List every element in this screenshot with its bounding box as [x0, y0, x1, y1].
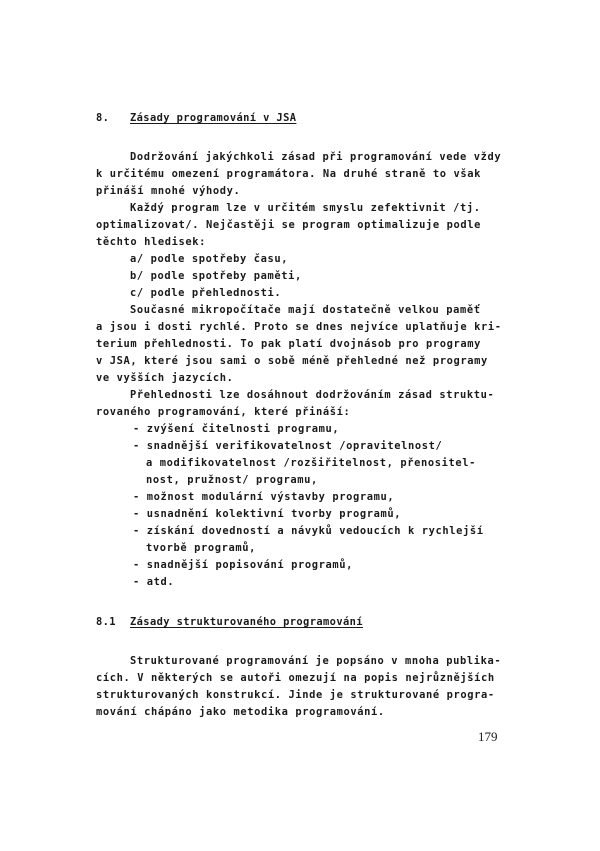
body-line: těchto hledisek:: [96, 236, 207, 248]
list-item: b/ podle spotřeby paměti,: [130, 270, 302, 282]
page-number: 179: [478, 729, 498, 744]
body-line: optimalizovat/. Nejčastěji se program optimalizuje podle: [96, 219, 482, 231]
bullet-continuation: nost, pružnost/ programu,: [146, 474, 318, 486]
bullet-item: - snadnější verifikovatelnost /opravitelnost/: [133, 440, 443, 452]
list-item: c/ podle přehlednosti.: [130, 287, 282, 299]
body-line: terium přehlednosti. To pak platí dvojnásob pro programy: [96, 338, 482, 350]
body-line: přináší mnohé výhody.: [96, 185, 241, 197]
list-item: a/ podle spotřeby času,: [130, 253, 289, 265]
body-line: k určitému omezení programátora. Na druhé straně to však: [96, 168, 482, 180]
body-line: Strukturované programování je popsáno v mnoha publika-: [130, 655, 502, 667]
body-line: Současné mikropočítače mají dostatečně velkou paměť: [130, 304, 481, 316]
section-title: Zásady strukturovaného programování: [130, 616, 363, 628]
body-line: a jsou i dosti rychlé. Proto se dnes nejvíce uplatňuje kri-: [96, 321, 502, 333]
bullet-continuation: tvorbě programů,: [146, 542, 257, 554]
bullet-item: - snadnější popisování programů,: [133, 559, 354, 571]
section-heading-8: [96, 112, 296, 124]
section-number: 8.1: [96, 616, 116, 628]
bullet-item: - zvýšení čitelnosti programu,: [133, 423, 340, 435]
bullet-continuation: a modifikovatelnost /rozšiřitelnost, přenositel-: [146, 457, 477, 469]
bullet-item: - možnost modulární výstavby programu,: [133, 491, 395, 503]
body-line: cích. V některých se autoři omezují na popis nejrůznějších: [96, 672, 495, 684]
body-line: Každý program lze v určitém smyslu zefektivnit /tj.: [130, 202, 481, 214]
bullet-item: - získání dovedností a návyků vedoucích k rychlejší: [133, 525, 484, 537]
body-line: strukturovaných konstrukcí. Jinde je strukturované progra-: [96, 689, 495, 701]
body-line: v JSA, které jsou sami o sobě méně přehledné než programy: [96, 355, 488, 367]
body-line: Přehlednosti lze dosáhnout dodržováním zásad struktu-: [130, 389, 495, 401]
bullet-item: - usnadnění kolektivní tvorby programů,: [133, 508, 402, 520]
body-line: rovaného programování, které přináší:: [96, 406, 351, 418]
section-title: Zásady programování v JSA: [130, 112, 297, 124]
section-heading-8-1: [96, 616, 363, 628]
body-line: mování chápáno jako metodika programování.: [96, 706, 385, 718]
bullet-item: - atd.: [133, 576, 175, 588]
body-line: Dodržování jakýchkoli zásad při programování vede vždy: [130, 151, 502, 163]
section-number: 8.: [96, 112, 110, 124]
body-line: ve vyšších jazycích.: [96, 372, 234, 384]
